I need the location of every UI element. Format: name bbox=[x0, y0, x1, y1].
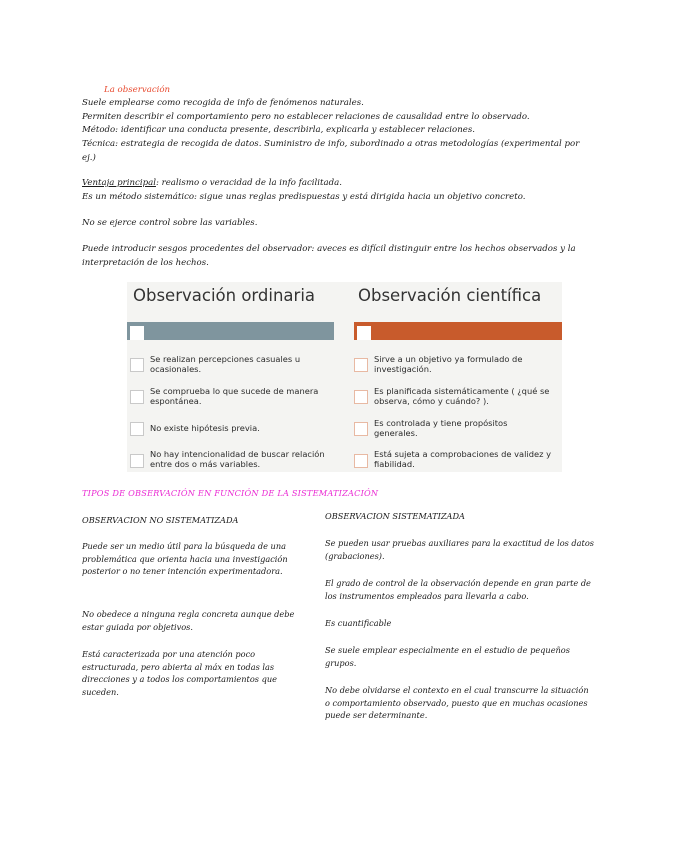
section-heading: TIPOS DE OBSERVACIÓN EN FUNCIÓN DE LA SISTEMATIZACIÓN bbox=[82, 488, 379, 498]
advantage-line bbox=[82, 177, 592, 191]
scientific-item-2: Es planificada sistemáticamente ( ¿qué se observa, cómo y cuándo? ). bbox=[374, 386, 550, 406]
advantage-text: : realismo o veracidad de la info facilitada. bbox=[155, 178, 342, 188]
checkbox-icon bbox=[130, 358, 144, 372]
systematic-paragraph-2: El grado de control de la observación depende en gran parte de los instrumentos empleados para llevarla a cabo. bbox=[325, 578, 591, 601]
advantage-label: Ventaja principal bbox=[82, 178, 156, 188]
scientific-header-bar bbox=[354, 322, 562, 340]
non-systematic-heading: OBSERVACION NO SISTEMATIZADA bbox=[82, 515, 239, 525]
systematic-paragraph-3: Es cuantificable bbox=[325, 618, 392, 628]
ordinary-observation-title: Observación ordinaria bbox=[133, 286, 316, 305]
ordinary-item-3: No existe hipótesis previa. bbox=[150, 423, 260, 433]
systematic-method-line: Es un método sistemático: sigue unas reglas predispuestas y está dirigida hacia un objetivo concreto. bbox=[82, 192, 526, 202]
document-title: La observación bbox=[104, 85, 171, 95]
checkbox-icon bbox=[130, 454, 144, 468]
systematic-paragraph-4: Se suele emplear especialmente en el estudio de pequeños grupos. bbox=[325, 645, 570, 668]
intro-line-4: Técnica: estrategia de recogida de datos. Suministro de info, subordinado a otras metodologías (experimental por ej.) bbox=[82, 139, 580, 163]
ordinary-item-1: Se realizan percepciones casuales u ocasionales. bbox=[150, 354, 301, 374]
scientific-item-3: Es controlada y tiene propósitos generales. bbox=[374, 418, 508, 438]
non-systematic-paragraph-3: Está caracterizada por una atención poco estructurada, pero abierta al máx en todas las direcciones y a todos los comportamientos que suceden. bbox=[82, 649, 277, 697]
scientific-item-4: Está sujeta a comprobaciones de validez y fiabilidad. bbox=[374, 449, 552, 469]
checkbox-icon bbox=[354, 358, 368, 372]
checkbox-icon bbox=[130, 390, 144, 404]
ordinary-item-4: No hay intencionalidad de buscar relación entre dos o más variables. bbox=[150, 449, 325, 469]
no-control-line: No se ejerce control sobre las variables. bbox=[82, 218, 258, 228]
systematic-heading: OBSERVACION SISTEMATIZADA bbox=[325, 511, 465, 521]
intro-line-3: Método: identificar una conducta presente, describirla, explicarla y establecer relaciones. bbox=[82, 125, 475, 135]
systematic-paragraph-5: No debe olvidarse el contexto en el cual transcurre la situación o comportamiento observado, puesto que en muchas ocasiones puede ser determinante. bbox=[325, 685, 589, 721]
non-systematic-paragraph-1: Puede ser un medio útil para la búsqueda de una problemática que orienta hacia una investigación posterior o no tener intención experimentadora. bbox=[82, 541, 288, 577]
comparison-figure bbox=[127, 282, 562, 472]
intro-line-1: Suele emplearse como recogida de info de fenómenos naturales. bbox=[82, 98, 364, 108]
checkbox-icon bbox=[354, 454, 368, 468]
checkbox-icon bbox=[130, 422, 144, 436]
observer-bias-paragraph: Puede introducir sesgos procedentes del observador: aveces es difícil distinguir entre los hechos observados y la interpretación de los hechos. bbox=[82, 244, 576, 268]
scientific-observation-title: Observación científica bbox=[358, 286, 542, 305]
checkbox-icon bbox=[354, 390, 368, 404]
scientific-item-1: Sirve a un objetivo ya formulado de investigación. bbox=[374, 354, 523, 374]
checkbox-icon bbox=[354, 422, 368, 436]
ordinary-header-bar bbox=[127, 322, 334, 340]
ordinary-item-2: Se comprueba lo que sucede de manera espontánea. bbox=[150, 386, 319, 406]
intro-line-2: Permiten describir el comportamiento pero no establecer relaciones de causalidad entre lo observado. bbox=[82, 112, 530, 122]
systematic-paragraph-1: Se pueden usar pruebas auxiliares para la exactitud de los datos (grabaciones). bbox=[325, 538, 594, 561]
non-systematic-paragraph-2: No obedece a ninguna regla concreta aunque debe estar guiada por objetivos. bbox=[82, 609, 295, 632]
